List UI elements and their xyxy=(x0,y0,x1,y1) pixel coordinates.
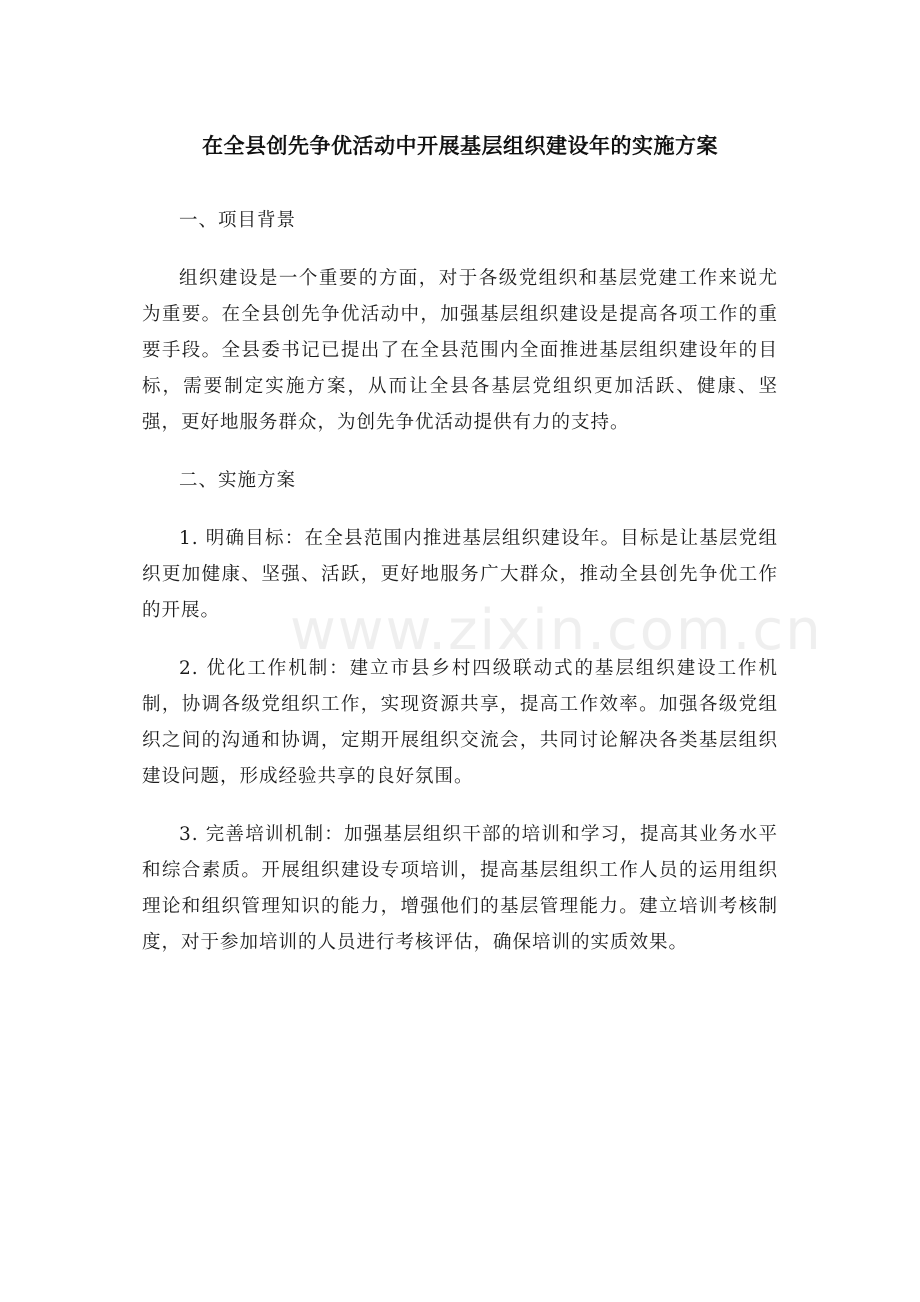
paragraph-goal: 1. 明确目标：在全县范围内推进基层组织建设年。目标是让基层党组织更加健康、坚强、活跃，更好地服务广大群众，推动全县创先争优工作的开展。 xyxy=(142,528,778,621)
paragraph-mechanism: 2. 优化工作机制：建立市县乡村四级联动式的基层组织建设工作机制，协调各级党组织工作，实现资源共享，提高工作效率。加强各级党组织之间的沟通和协调，定期开展组织交流会，共同讨论解决各类基层组织建设问题，形成经验共享的良好氛围。 xyxy=(142,658,778,787)
document-body xyxy=(142,203,778,983)
watermark: www.zixin.com.cn xyxy=(290,598,823,663)
section-heading-plan: 二、实施方案 xyxy=(179,470,297,491)
paragraph-background: 组织建设是一个重要的方面，对于各级党组织和基层党建工作来说尤为重要。在全县创先争优活动中，加强基层组织建设是提高各项工作的重要手段。全县委书记已提出了在全县范围内全面推进基层组织建设年的目标，需要制定实施方案，从而让全县各基层党组织更加活跃、健康、坚强，更好地服务群众，为创先争优活动提供有力的支持。 xyxy=(142,268,778,433)
paragraph-training: 3. 完善培训机制：加强基层组织干部的培训和学习，提高其业务水平和综合素质。开展组织建设专项培训，提高基层组织工作人员的运用组织理论和组织管理知识的能力，增强他们的基层管理能力。建立培训考核制度，对于参加培训的人员进行考核评估，确保培训的实质效果。 xyxy=(142,824,778,953)
document-title: 在全县创先争优活动中开展基层组织建设年的实施方案 xyxy=(202,134,718,158)
section-heading-background: 一、项目背景 xyxy=(179,210,297,231)
